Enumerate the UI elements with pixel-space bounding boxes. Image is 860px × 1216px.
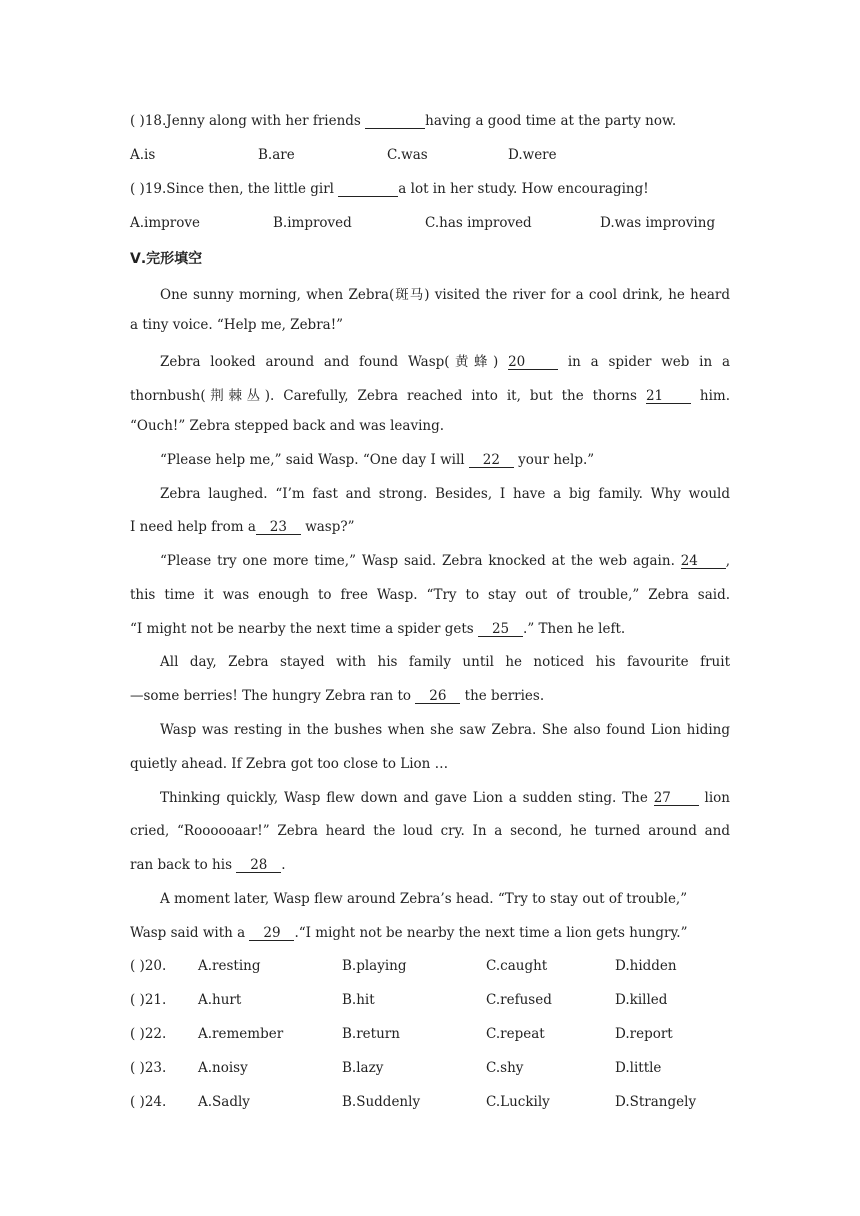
option-c: C.repeat	[486, 1026, 545, 1042]
option-b: B.return	[342, 1026, 400, 1042]
option-a: A.noisy	[198, 1060, 248, 1076]
answer-blank-18	[365, 115, 425, 129]
option-a: A.is	[130, 147, 156, 163]
text: .	[281, 857, 286, 873]
passage-line: Zebra laughed. “I’m fast and strong. Besides, I have a big family. Why would	[160, 486, 730, 502]
passage-line	[130, 857, 730, 873]
option-a: A.improve	[130, 215, 200, 231]
option-c: C.has improved	[425, 215, 532, 231]
passage-line	[130, 519, 730, 535]
text: thornbush(荆棘丛). Carefully, Zebra reached into it, but the thorns	[130, 388, 637, 404]
passage-line	[130, 925, 730, 941]
passage-line: Wasp was resting in the bushes when she saw Zebra. She also found Lion hiding	[160, 722, 730, 738]
option-b: B.lazy	[342, 1060, 384, 1076]
cloze-blank-27: 27	[654, 792, 699, 806]
option-a: A.hurt	[198, 992, 242, 1008]
text: him.	[699, 388, 731, 404]
text: Wasp said with a	[130, 925, 246, 941]
question-18-suffix: having a good time at the party now.	[425, 113, 677, 129]
choice-number: ( )20.	[130, 958, 167, 974]
passage-line	[130, 688, 730, 704]
question-19	[130, 181, 730, 197]
option-c: C.caught	[486, 958, 548, 974]
cloze-blank-24: 24	[681, 555, 726, 569]
text: I need help from a	[130, 519, 256, 535]
passage-line: All day, Zebra stayed with his family until he noticed his favourite fruit	[160, 654, 730, 670]
option-c: C.shy	[486, 1060, 524, 1076]
text: —some berries! The hungry Zebra ran to	[130, 688, 412, 704]
choice-number: ( )23.	[130, 1060, 167, 1076]
option-b: B.hit	[342, 992, 375, 1008]
option-b: B.playing	[342, 958, 407, 974]
passage-line	[130, 452, 730, 468]
text: in a spider web in a	[567, 354, 730, 370]
cloze-blank-29: 29	[249, 927, 294, 941]
option-d: D.Strangely	[615, 1094, 697, 1110]
question-19-prefix: ( )19.Since then, the little girl	[130, 181, 339, 197]
passage-line	[130, 621, 730, 637]
question-18	[130, 113, 730, 129]
text: wasp?”	[305, 519, 355, 535]
cloze-blank-20: 20	[508, 356, 558, 370]
text: the berries.	[464, 688, 545, 704]
passage-line: quietly ahead. If Zebra got too close to Lion …	[130, 756, 449, 772]
choice-number: ( )21.	[130, 992, 167, 1008]
passage-line: this time it was enough to free Wasp. “Try to stay out of trouble,” Zebra said.	[130, 587, 730, 603]
text: .“I might not be nearby the next time a lion gets hungry.”	[294, 925, 688, 941]
passage-line	[130, 790, 730, 806]
passage-line: a tiny voice. “Help me, Zebra!”	[130, 317, 344, 333]
passage-line: A moment later, Wasp flew around Zebra’s head. “Try to stay out of trouble,”	[160, 891, 688, 907]
answer-blank-19	[338, 183, 398, 197]
text: ran back to his	[130, 857, 232, 873]
passage-line	[130, 553, 730, 569]
option-a: A.remember	[198, 1026, 284, 1042]
option-b: B.Suddenly	[342, 1094, 421, 1110]
text: ,	[725, 553, 731, 569]
option-d: D.report	[615, 1026, 673, 1042]
option-d: D.hidden	[615, 958, 677, 974]
text: “Please help me,” said Wasp. “One day I will	[160, 452, 465, 468]
text: your help.”	[518, 452, 595, 468]
cloze-blank-22: 22	[469, 454, 514, 468]
passage-line: One sunny morning, when Zebra(斑马) visited the river for a cool drink, he heard	[160, 287, 730, 303]
option-c: C.refused	[486, 992, 552, 1008]
option-a: A.resting	[198, 958, 261, 974]
cloze-blank-21: 21	[646, 390, 691, 404]
text: “I might not be nearby the next time a spider gets	[130, 621, 474, 637]
text: Zebra looked around and found Wasp(黄蜂)	[160, 354, 499, 370]
option-c: C.Luckily	[486, 1094, 550, 1110]
option-d: D.killed	[615, 992, 668, 1008]
cloze-blank-26: 26	[415, 690, 460, 704]
passage-line	[130, 350, 730, 370]
passage-line: cried, “Roooooaar!” Zebra heard the loud cry. In a second, he turned around and	[130, 823, 730, 839]
option-d: D.were	[508, 147, 557, 163]
option-d: D.little	[615, 1060, 662, 1076]
choice-number: ( )22.	[130, 1026, 167, 1042]
text: lion	[704, 790, 731, 806]
option-c: C.was	[387, 147, 428, 163]
text: Thinking quickly, Wasp flew down and gave Lion a sudden sting. The	[160, 790, 648, 806]
option-a: A.Sadly	[198, 1094, 250, 1110]
cloze-blank-25: 25	[478, 623, 523, 637]
choice-number: ( )24.	[130, 1094, 167, 1110]
option-b: B.are	[258, 147, 295, 163]
option-b: B.improved	[273, 215, 352, 231]
passage-line: “Ouch!” Zebra stepped back and was leaving.	[130, 418, 445, 434]
option-d: D.was improving	[600, 215, 716, 231]
question-18-prefix: ( )18.Jenny along with her friends	[130, 113, 366, 129]
section-title: Ⅴ.完形填空	[130, 251, 203, 267]
text: “Please try one more time,” Wasp said. Zebra knocked at the web again.	[160, 553, 675, 569]
text: .” Then he left.	[523, 621, 626, 637]
passage-line	[130, 384, 730, 404]
question-19-suffix: a lot in her study. How encouraging!	[398, 181, 649, 197]
cloze-blank-28: 28	[236, 859, 281, 873]
cloze-blank-23: 23	[256, 521, 301, 535]
